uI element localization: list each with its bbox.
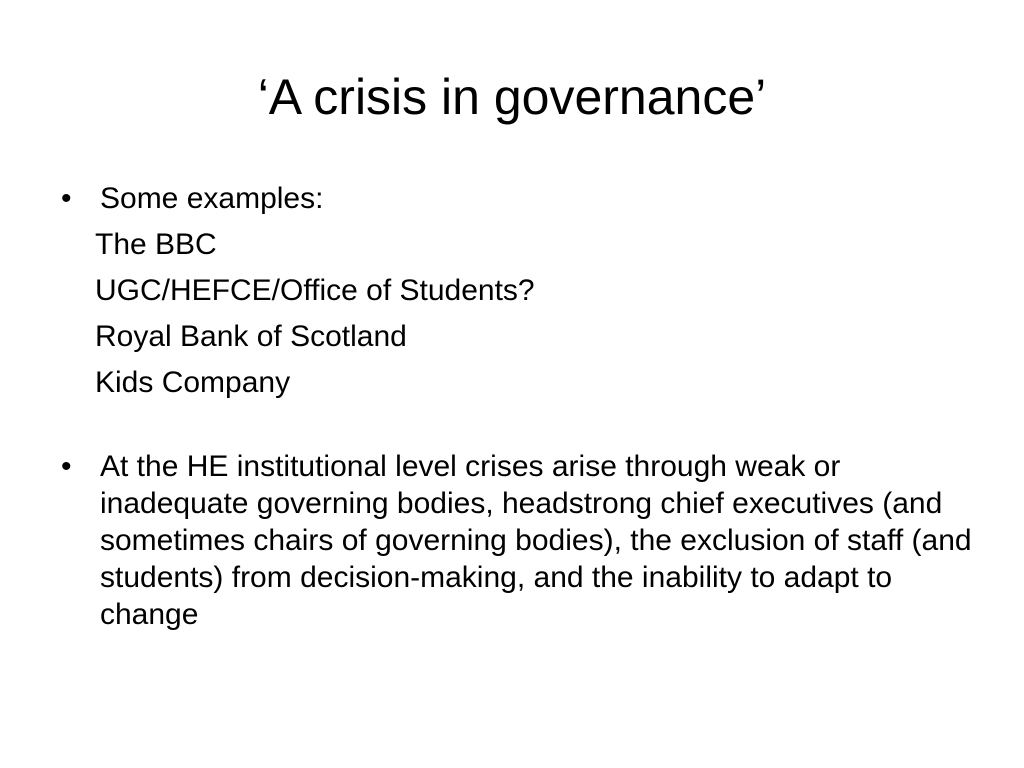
bullet-examples (55, 176, 985, 222)
bullet-heading: Some examples: (100, 182, 324, 215)
bullet-icon: • (61, 182, 72, 215)
bullet-crises (55, 448, 985, 633)
example-item: Kids Company (95, 366, 291, 399)
examples-list (55, 222, 985, 406)
example-item: The BBC (95, 228, 217, 261)
example-item: Royal Bank of Scotland (95, 320, 407, 353)
bullet-paragraph: At the HE institutional level crises arise through weak or inadequate governing bodies, headstrong chief executives (and sometimes chairs of governing bodies), the exclusion of staff (and students) from decision-making, and the inability to adapt to change (100, 450, 972, 631)
example-item: UGC/HEFCE/Office of Students? (95, 274, 535, 307)
slide-title: ‘A crisis in governance’ (257, 69, 767, 125)
slide-content (55, 176, 985, 633)
bullet-icon: • (61, 450, 72, 483)
